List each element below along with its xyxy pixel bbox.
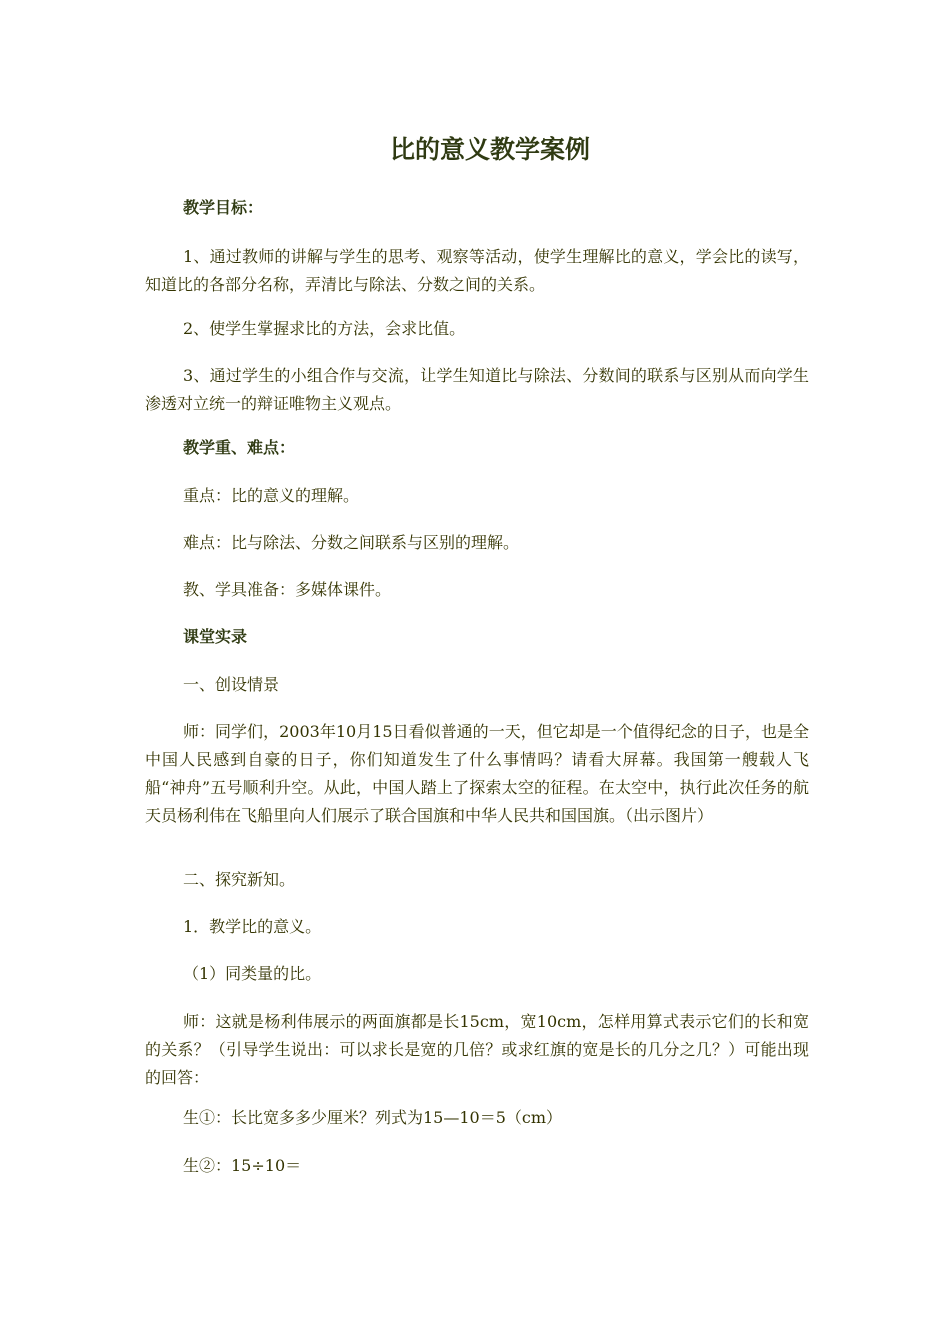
student-answer-2: 生②：15÷10＝ [183, 1156, 302, 1175]
difficult-point: 难点：比与除法、分数之间联系与区别的理解。 [183, 533, 520, 552]
section-heading-classroom-record: 课堂实录 [183, 627, 248, 646]
section-heading-objectives: 教学目标： [183, 198, 264, 217]
document-title: 比的意义教学案例 [389, 135, 590, 164]
same-kind-quantity-ratio: （1）同类量的比。 [183, 964, 322, 983]
teach-ratio-meaning: 1．教学比的意义。 [183, 917, 322, 936]
objective-1: 1、通过教师的讲解与学生的思考、观察等活动，使学生理解比的意义，学会比的读写，知道比的各部分名称，弄清比与除法、分数之间的关系。 [145, 247, 809, 294]
subsection-create-scenario: 一、创设情景 [183, 675, 280, 694]
teacher-flag-question: 师：这就是杨利伟展示的两面旗都是长15cm，宽10cm，怎样用算式表示它们的长和宽的关系？（引导学生说出：可以求长是宽的几倍？或求红旗的宽是长的几分之几？）可能出现的回答： [145, 1012, 809, 1087]
teaching-materials: 教、学具准备：多媒体课件。 [183, 580, 392, 599]
student-answer-1: 生①：长比宽多多少厘米？列式为15—10＝5（cm） [183, 1108, 563, 1127]
section-heading-key-points: 教学重、难点： [183, 438, 296, 457]
teacher-intro-paragraph: 师：同学们，2003年10月15日看似普通的一天，但它却是一个值得纪念的日子，也是全中国人民感到自豪的日子，你们知道发生了什么事情吗？请看大屏幕。我国第一艘载人飞船“神舟”五号顺利升空。从此，中国人踏上了探索太空的征程。在太空中，执行此次任务的航天员杨利伟在飞船里向人们展示了联合国旗和中华人民共和国国旗。（出示图片） [145, 722, 809, 825]
subsection-explore-new-knowledge: 二、探究新知。 [183, 870, 296, 889]
key-point: 重点：比的意义的理解。 [183, 486, 360, 505]
objective-3: 3、通过学生的小组合作与交流，让学生知道比与除法、分数间的联系与区别从而向学生渗透对立统一的辩证唯物主义观点。 [145, 366, 809, 413]
objective-2: 2、使学生掌握求比的方法，会求比值。 [183, 319, 466, 338]
